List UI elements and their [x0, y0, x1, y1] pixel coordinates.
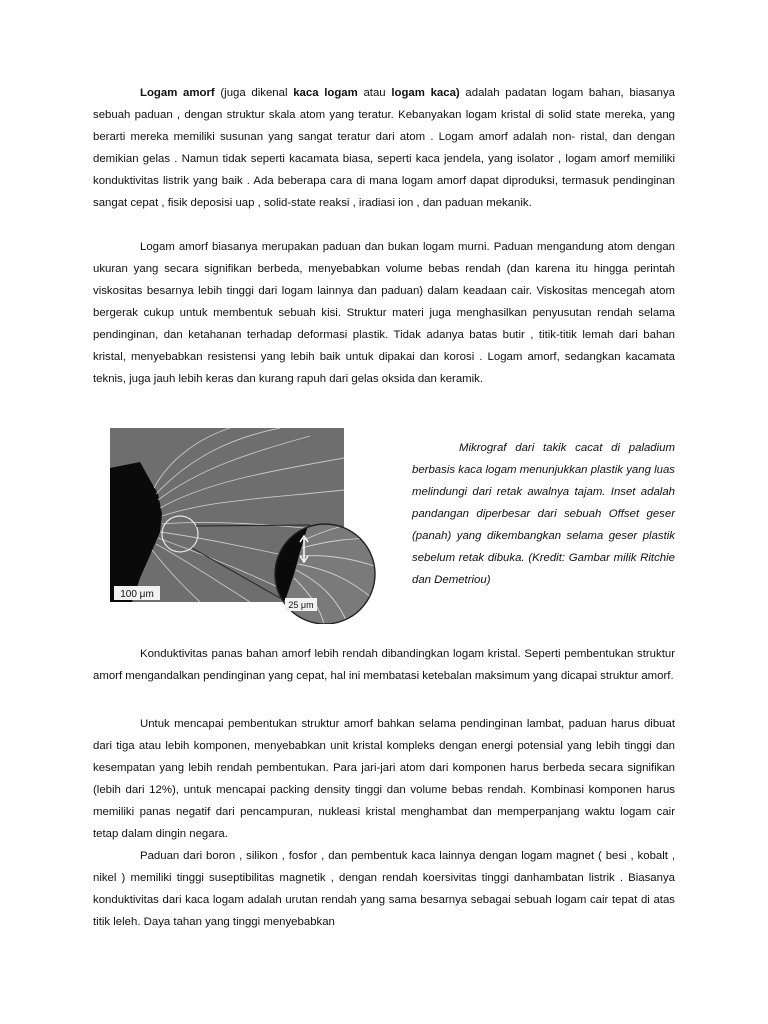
- figure-caption: Mikrograf dari takik cacat di paladium berbasis kaca logam menunjukkan plastik yang luas melindungi dari retak awalnya tajam. Inset adalah pandangan diperbesar dari sebuah Offset geser (panah) yang dikembangkan selama geser plastik sebelum retak dibuka. (Kredit: Gambar milik Ritchie dan Demetriou): [412, 442, 675, 586]
- term-logam-amorf: Logam amorf: [140, 87, 215, 99]
- paragraph-alloy: Logam amorf biasanya merupakan paduan dan bukan logam murni. Paduan mengandung atom dengan ukuran yang secara signifikan berbeda, menyebabkan volume bebas rendah (dan karena itu hingga perintah viskositas besarnya lebih tinggi dari logam lainnya dan paduan) dalam keadaan cair. Viskositas mencegah atom bergerak cukup untuk membentuk sebuah kisi. Struktur materi juga menghasilkan penyusutan rendah selama pendinginan, dan ketahanan terhadap deformasi plastik. Tidak adanya batas butir , titik-titik lemah dari bahan kristal, menyebabkan resistensi yang lebih baik untuk dipakai dan korosi . Logam amorf, sedangkan kacamata teknis, juga jauh lebih keras dan kurang rapuh dari gelas oksida dan keramik.: [93, 241, 675, 385]
- intro-text-1: (juga dikenal: [214, 87, 294, 99]
- paragraph-formation: Untuk mencapai pembentukan struktur amorf bahkan selama pendinginan lambat, paduan harus dibuat dari tiga atau lebih komponen, menyebabkan unit kristal kompleks dengan energi potensial yang lebih tinggi dan kesempatan yang lebih rendah pembentukan. Para jari-jari atom dari komponen harus berbeda secara signifikan (lebih dari 12%), untuk mencapai packing density tinggi dan volume bebas rendah. Kombinasi komponen harus memiliki panas negatif dari pencampuran, nukleasi kristal menghambat dan memperpanjang waktu logam cair tetap dalam dingin negara.: [93, 718, 675, 840]
- term-logam-kaca: logam kaca): [391, 87, 460, 99]
- micrograph-image: [110, 428, 400, 624]
- micrograph-figure: [110, 428, 400, 624]
- paragraph-intro: [93, 82, 675, 214]
- scale-label-inset: 25 μm: [288, 600, 314, 610]
- intro-text-3: adalah padatan logam bahan, biasanya sebuah paduan , dengan struktur skala atom yang teratur. Kebanyakan logam kristal di solid state mereka, yang berarti mereka memiliki susunan yang sangat teratur dari atom . Logam amorf adalah non- ristal, dan dengan demikian gelas . Namun tidak seperti kacamata biasa, seperti kaca jendela, yang isolator , logam amorf memiliki konduktivitas listrik yang baik . Ada beberapa cara di mana logam amorf dapat diproduksi, termasuk pendinginan sangat cepat , fisik deposisi uap , solid-state reaksi , iradiasi ion , dan paduan mekanik.: [93, 87, 675, 209]
- term-kaca-logam: kaca logam: [293, 87, 358, 99]
- paragraph-thermal: Konduktivitas panas bahan amorf lebih rendah dibandingkan logam kristal. Seperti pembentukan struktur amorf mengandalkan pendinginan yang cepat, hal ini membatasi ketebalan maksimum yang dicapai struktur amorf.: [93, 648, 675, 682]
- paragraph-magnetic: Paduan dari boron , silikon , fosfor , dan pembentuk kaca lainnya dengan logam magnet ( besi , kobalt , nikel ) memiliki tinggi suseptibilitas magnetik , dengan rendah koersivitas tinggi danhambatan listrik . Biasanya konduktivitas dari kaca logam adalah urutan rendah yang sama besarnya sebagai sebuah logam cair tepat di atas titik leleh. Daya tahan yang tinggi menyebabkan: [93, 850, 675, 928]
- intro-text-2: atau: [357, 87, 392, 99]
- scale-label-main: 100 μm: [120, 589, 154, 600]
